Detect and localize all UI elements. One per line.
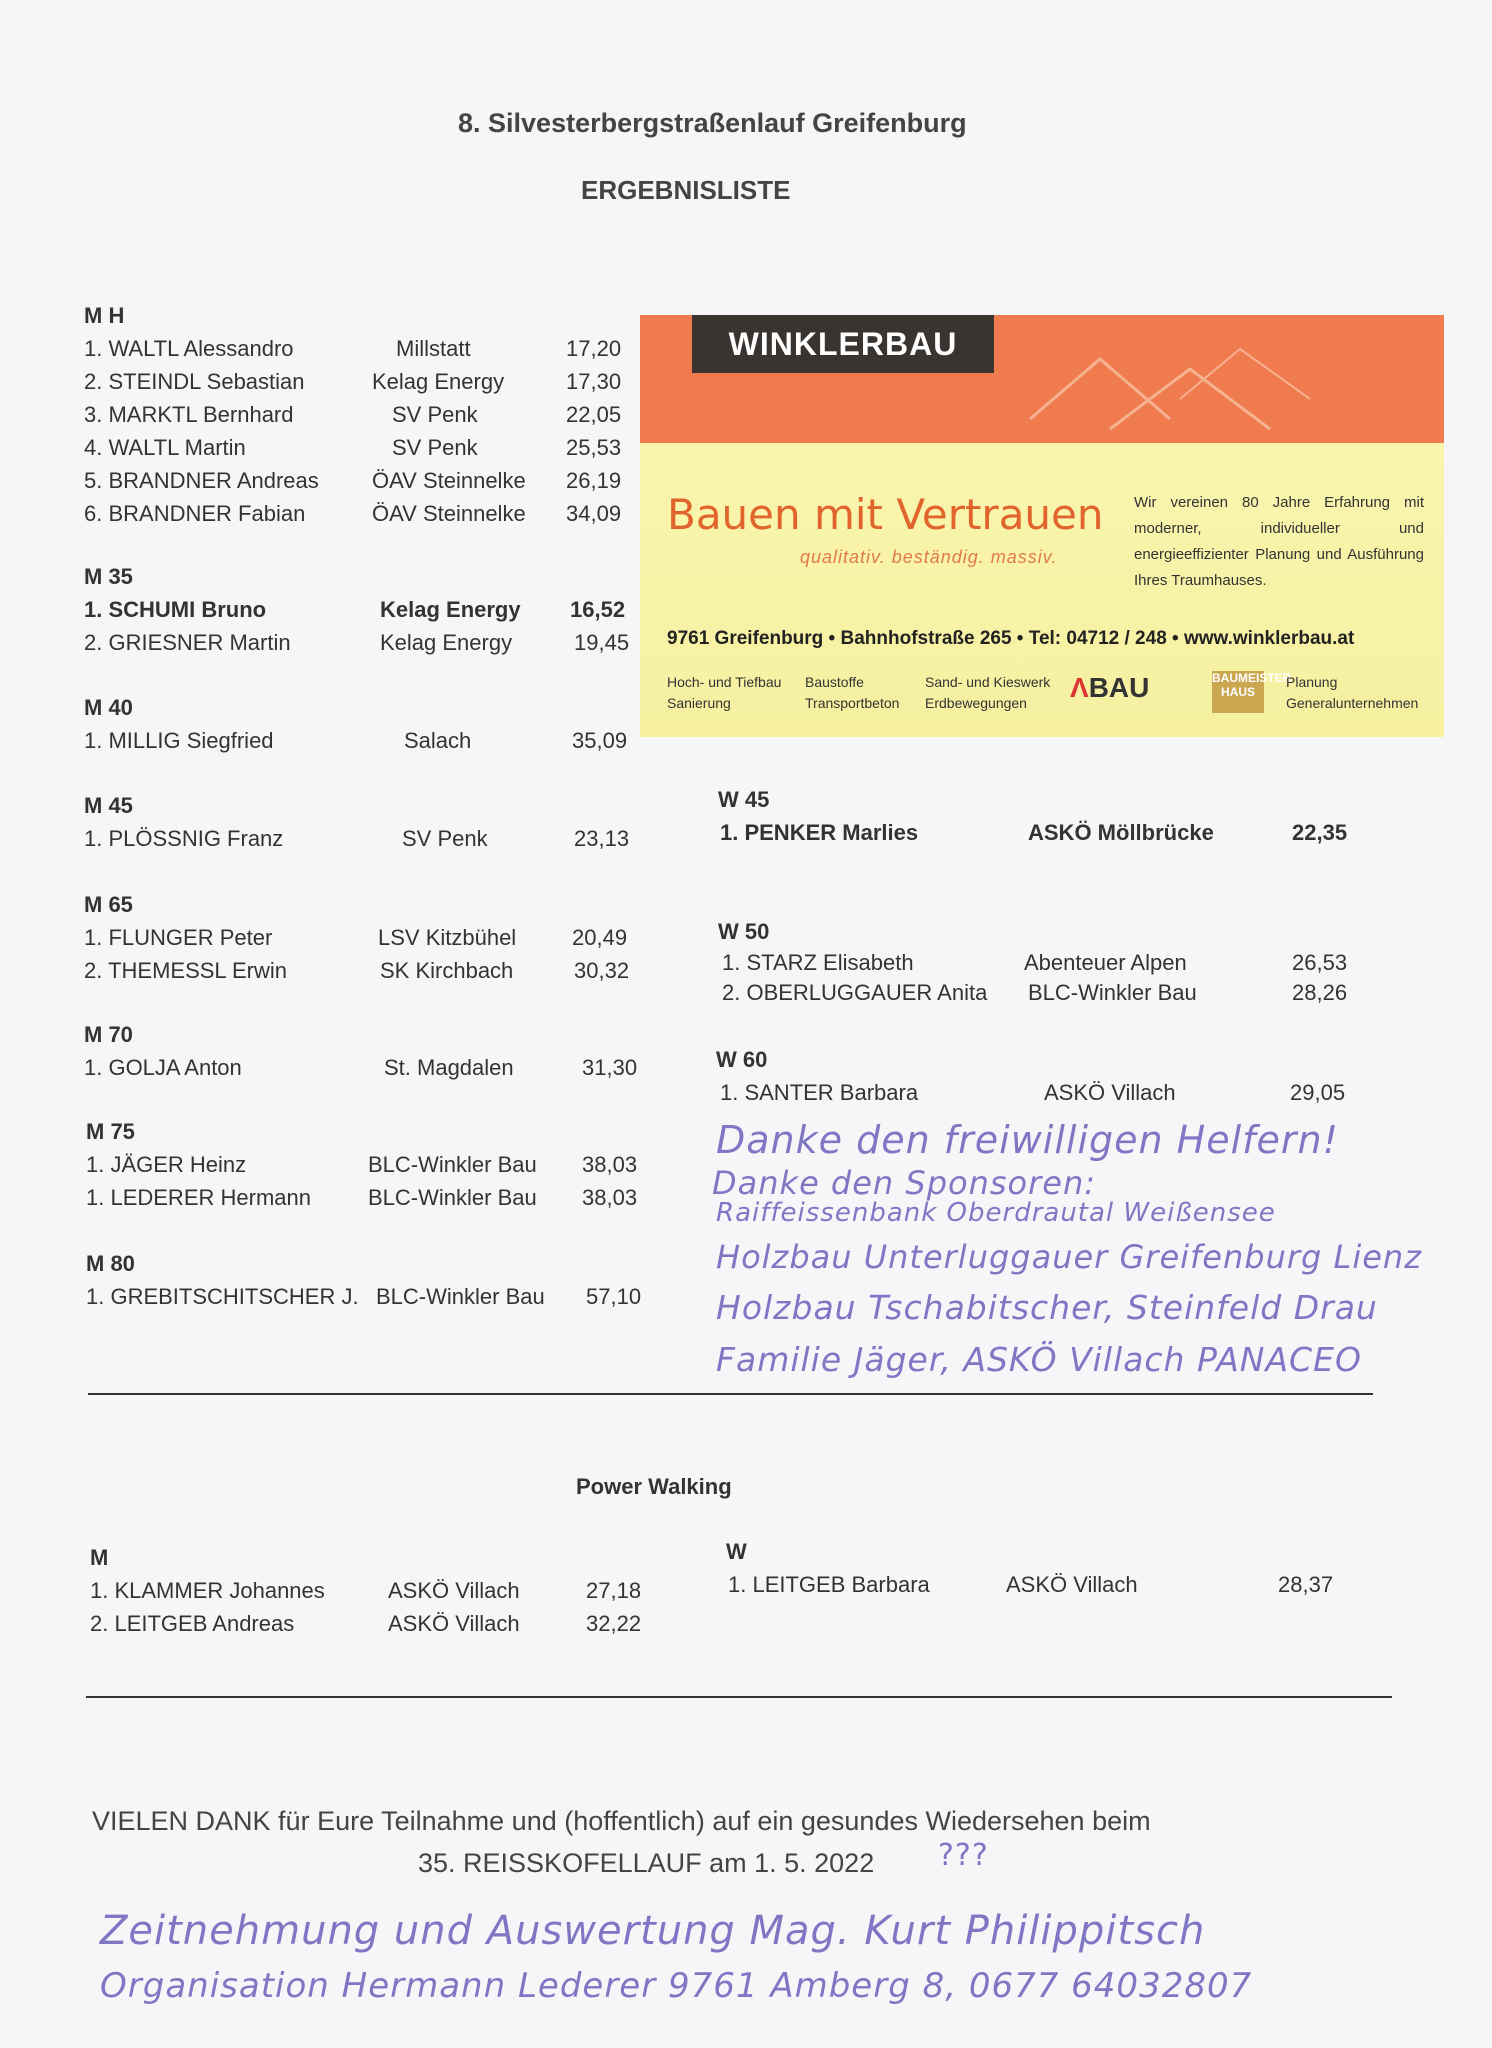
result-row (84, 593, 644, 626)
group-m45 (84, 790, 644, 855)
ad-slogan: Bauen mit Vertrauen (667, 490, 1104, 539)
club: SV Penk (402, 826, 488, 851)
club: ÖAV Steinnelke (372, 468, 526, 493)
baumeister-haus-logo: BAUMEISTER HAUS (1212, 671, 1264, 713)
abau-logo: ΛBAU (1070, 672, 1150, 703)
time: 26,19 (566, 468, 622, 493)
club: SK Kirchbach (380, 958, 514, 983)
footer-thanks-line: VIELEN DANK für Eure Teilnahme und (hoffentlich) auf ein gesundes Wiedersehen beim (92, 1806, 1151, 1836)
runner-name: 1. GOLJA Anton (84, 1055, 242, 1080)
divider (86, 1696, 1392, 1698)
runner-name: 4. WALTL Martin (84, 435, 246, 460)
club: LSV Kitzbühel (378, 925, 517, 950)
club: ASKÖ Villach (1006, 1572, 1138, 1597)
result-row (84, 1051, 664, 1084)
time: 27,18 (586, 1578, 642, 1603)
runner-name: 1. MILLIG Siegfried (84, 728, 274, 753)
time: 25,53 (566, 435, 622, 460)
handwritten-timing-credit: Zeitnehmung und Auswertung Mag. Kurt Philippitsch (100, 1908, 1206, 1954)
club: Kelag Energy (372, 369, 505, 394)
club: BLC-Winkler Bau (376, 1284, 545, 1309)
time: 17,20 (566, 336, 622, 361)
club: Abenteuer Alpen (1024, 950, 1187, 975)
club: Millstatt (396, 336, 471, 361)
group-label: M 45 (84, 793, 133, 818)
time: 17,30 (566, 369, 622, 394)
result-row (84, 365, 644, 398)
page-subtitle: ERGEBNISLISTE (581, 175, 791, 205)
runner-name: 2. THEMESSL Erwin (84, 958, 287, 983)
group-m65 (84, 889, 644, 987)
club: ASKÖ Villach (388, 1578, 520, 1603)
group-m35 (84, 561, 644, 659)
ad-services-3: Sand- und Kieswerk Erdbewegungen (925, 674, 1051, 711)
group-mh (84, 300, 644, 530)
runner-name: 2. LEITGEB Andreas (90, 1611, 295, 1636)
runner-name: 1. SANTER Barbara (720, 1080, 919, 1105)
result-row (84, 332, 644, 365)
result-row (84, 724, 644, 757)
runner-name: 1. LEDERER Hermann (86, 1185, 311, 1210)
roof-lines-icon (1020, 339, 1320, 439)
time: 28,37 (1278, 1572, 1334, 1597)
runner-name: 1. PENKER Marlies (720, 820, 919, 845)
runner-name: 2. GRIESNER Martin (84, 630, 291, 655)
runner-name: 2. OBERLUGGAUER Anita (722, 980, 988, 1005)
page-title: 8. Silvesterbergstraßenlauf Greifenburg (458, 108, 967, 138)
club: SV Penk (392, 402, 478, 427)
club: BLC-Winkler Bau (368, 1185, 537, 1210)
result-row (716, 1076, 1396, 1109)
result-row (86, 1280, 666, 1313)
result-row (86, 1148, 666, 1181)
runner-name: 2. STEINDL Sebastian (84, 369, 305, 394)
club: Salach (404, 728, 472, 753)
club: SV Penk (392, 435, 478, 460)
group-label: M 70 (84, 1022, 133, 1047)
result-row (84, 464, 644, 497)
time: 28,26 (1292, 980, 1348, 1005)
time: 26,53 (1292, 950, 1348, 975)
ad-address: 9761 Greifenburg • Bahnhofstraße 265 • Tel: 04712 / 248 • www.winklerbau.at (667, 628, 1355, 649)
group-label: M H (84, 303, 125, 328)
time: 20,49 (572, 925, 628, 950)
group-label: W 50 (718, 919, 770, 944)
runner-name: 1. WALTL Alessandro (84, 336, 294, 361)
group-label: M 80 (86, 1251, 135, 1276)
ad-description: Wir vereinen 80 Jahre Erfahrung mit moderner, individueller und energieeffizienter Planung und Ausführung Ihres Traumhauses. (1134, 494, 1424, 589)
runner-name: 6. BRANDNER Fabian (84, 501, 306, 526)
club: ASKÖ Villach (1044, 1080, 1176, 1105)
runner-name: 1. KLAMMER Johannes (90, 1578, 325, 1603)
group-m75 (86, 1116, 666, 1214)
handwritten-sponsor-4: Familie Jäger, ASKÖ Villach PANACEO (716, 1340, 1362, 1379)
group-label: M 65 (84, 892, 133, 917)
runner-name: 1. GREBITSCHITSCHER J. (86, 1284, 359, 1309)
group-w60 (716, 1044, 1396, 1109)
runner-name: 1. PLÖSSNIG Franz (84, 826, 284, 851)
result-row (718, 978, 1398, 1008)
result-row (718, 948, 1398, 978)
club: BLC-Winkler Bau (1028, 980, 1197, 1005)
group-w50 (718, 916, 1398, 1008)
result-row (90, 1607, 670, 1640)
time: 22,05 (566, 402, 622, 427)
handwritten-question-marks: ??? (938, 1838, 989, 1873)
group-w45 (718, 784, 1398, 849)
time: 22,35 (1292, 820, 1348, 845)
winklerbau-advertisement (640, 315, 1444, 737)
result-row (84, 921, 644, 954)
time: 30,32 (574, 958, 630, 983)
result-row (86, 1181, 666, 1214)
time: 29,05 (1290, 1080, 1346, 1105)
group-label: W (726, 1539, 747, 1564)
ad-planung: Planung Generalunternehmen (1286, 674, 1419, 711)
ad-services-1: Hoch- und Tiefbau Sanierung (667, 674, 782, 711)
result-row (84, 431, 644, 464)
ad-slogan-sub: qualitativ. beständig. massiv. (800, 547, 1058, 567)
handwritten-sponsor-3: Holzbau Tschabitscher, Steinfeld Drau (716, 1288, 1378, 1327)
group-m70 (84, 1019, 664, 1084)
group-label: M 40 (84, 695, 133, 720)
group-m40 (84, 692, 644, 757)
result-row (726, 1568, 1406, 1601)
time: 23,13 (574, 826, 630, 851)
result-row (84, 954, 644, 987)
handwritten-thanks-helpers: Danke den freiwilligen Helfern! (716, 1118, 1339, 1162)
club: Kelag Energy (380, 597, 521, 622)
group-label: W 60 (716, 1047, 768, 1072)
time: 57,10 (586, 1284, 642, 1309)
time: 16,52 (570, 597, 626, 622)
group-power-walking-w (726, 1536, 1406, 1601)
result-row (84, 626, 644, 659)
handwritten-sponsor-1: Raiffeissenbank Oberdrautal Weißensee (716, 1198, 1276, 1228)
group-m80 (86, 1248, 666, 1313)
club: BLC-Winkler Bau (368, 1152, 537, 1177)
result-row (718, 816, 1398, 849)
group-label: W 45 (718, 787, 770, 812)
club: ASKÖ Villach (388, 1611, 520, 1636)
abau-a-icon: Λ (1070, 672, 1089, 703)
handwritten-thanks-sponsors: Danke den Sponsoren: (712, 1164, 1097, 1202)
result-row (90, 1574, 670, 1607)
group-label: M 75 (86, 1119, 135, 1144)
club: Kelag Energy (380, 630, 513, 655)
time: 31,30 (582, 1055, 638, 1080)
club: ASKÖ Möllbrücke (1028, 820, 1214, 845)
runner-name: 3. MARKTL Bernhard (84, 402, 294, 427)
time: 38,03 (582, 1152, 638, 1177)
handwritten-sponsor-2: Holzbau Unterluggauer Greifenburg Lienz (716, 1238, 1422, 1276)
time: 32,22 (586, 1611, 642, 1636)
result-row (84, 398, 644, 431)
result-row (84, 497, 644, 530)
runner-name: 1. STARZ Elisabeth (722, 950, 914, 975)
time: 19,45 (574, 630, 630, 655)
runner-name: 1. JÄGER Heinz (86, 1152, 247, 1177)
handwritten-organisation-credit: Organisation Hermann Lederer 9761 Amberg 8, 0677 64032807 (100, 1966, 1253, 2006)
runner-name: 1. SCHUMI Bruno (84, 597, 267, 622)
runner-name: 1. LEITGEB Barbara (728, 1572, 930, 1597)
footer-next-event: 35. REISSKOFELLAUF am 1. 5. 2022 (418, 1848, 875, 1878)
group-label: M (90, 1545, 109, 1570)
winklerbau-logo: WINKLERBAU (692, 315, 994, 373)
divider (88, 1393, 1373, 1395)
time: 34,09 (566, 501, 622, 526)
runner-name: 1. FLUNGER Peter (84, 925, 273, 950)
result-row (84, 822, 644, 855)
group-label: M 35 (84, 564, 133, 589)
power-walking-title: Power Walking (576, 1474, 732, 1499)
group-power-walking-m (90, 1542, 670, 1640)
ad-services-2: Baustoffe Transportbeton (805, 674, 900, 711)
club: ÖAV Steinnelke (372, 501, 526, 526)
time: 38,03 (582, 1185, 638, 1210)
time: 35,09 (572, 728, 628, 753)
runner-name: 5. BRANDNER Andreas (84, 468, 319, 493)
club: St. Magdalen (384, 1055, 514, 1080)
